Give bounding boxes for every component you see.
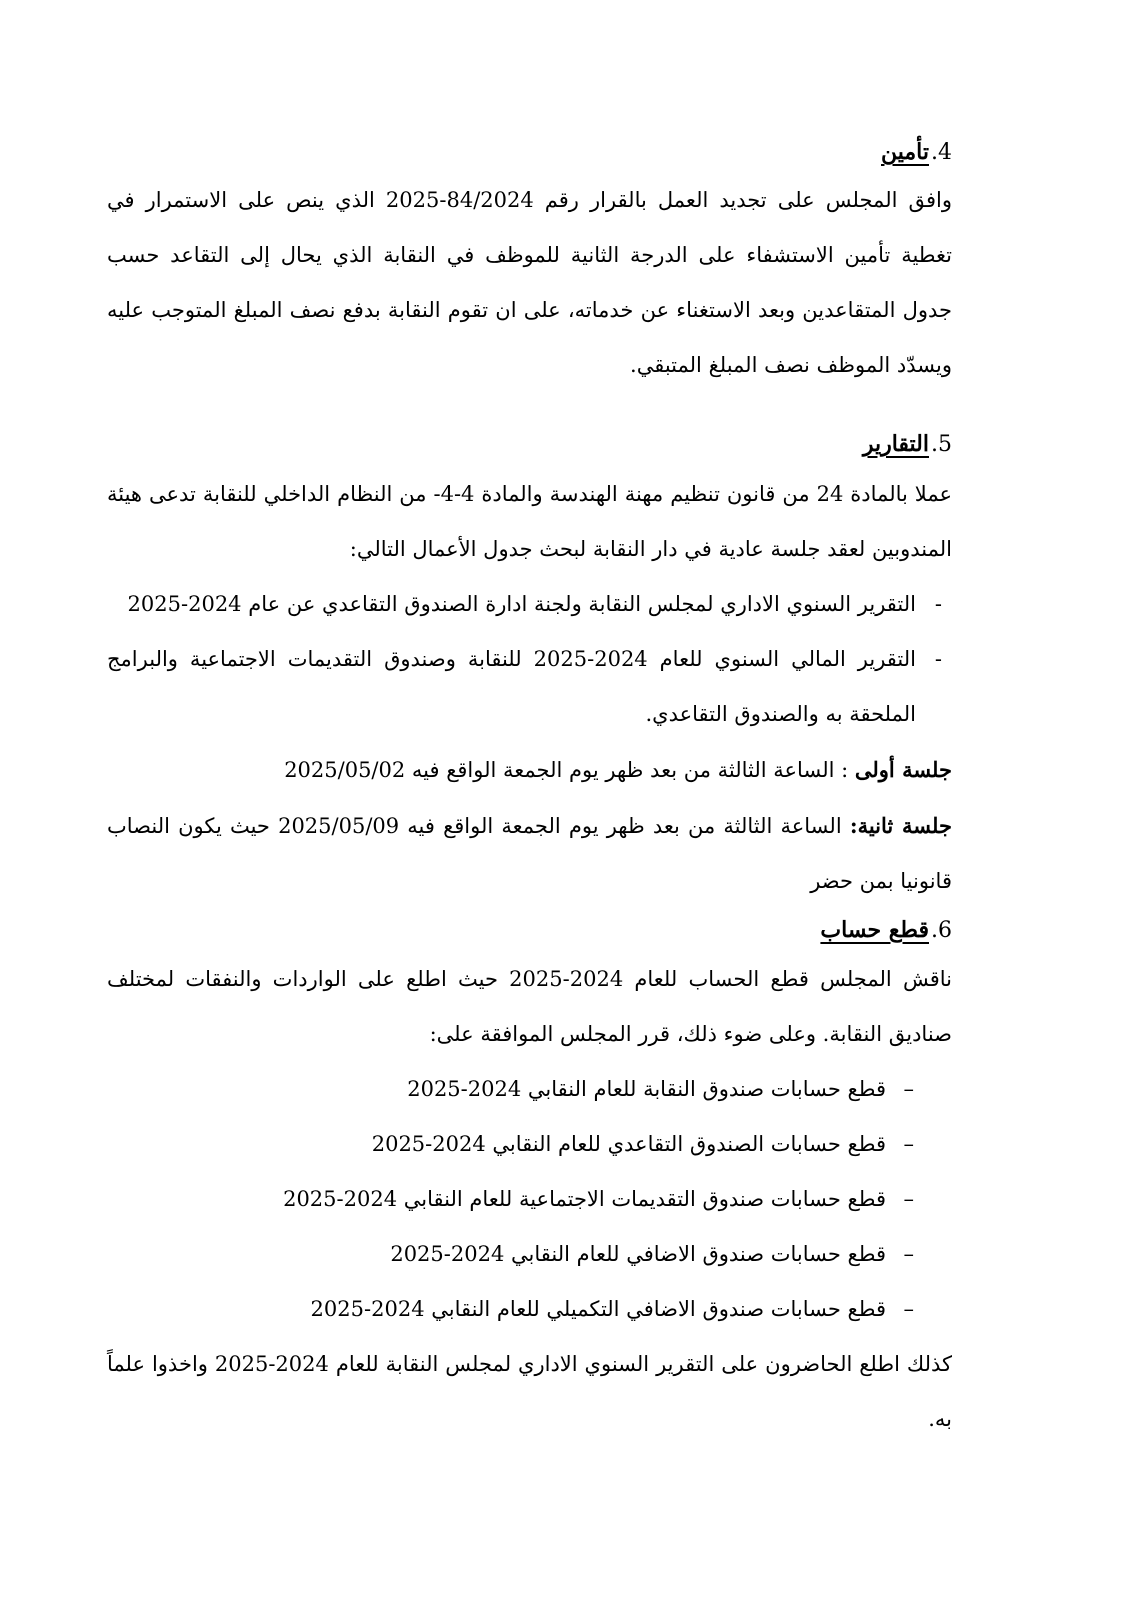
session-1-line: [107, 742, 952, 798]
session-2-text: الساعة الثالثة من بعد ظهر يوم الجمعة الواقع فيه 2025/05/09 حيث يكون النصاب قانونيا بمن حضر: [107, 814, 952, 893]
section-5-body: [107, 467, 952, 909]
section-4-heading: [881, 132, 952, 173]
section-6-account-item: – قطع حسابات صندوق النقابة للعام النقابي 2024-2025: [107, 1062, 952, 1117]
section-6-account-item: – قطع حسابات صندوق التقديمات الاجتماعية للعام النقابي 2024-2025: [107, 1172, 952, 1227]
section-6-account-item: – قطع حسابات صندوق الاضافي للعام النقابي 2024-2025: [107, 1227, 952, 1282]
section-5-agenda-item: - التقرير المالي السنوي للعام 2024-2025 للنقابة وصندوق التقديمات الاجتماعية والبرامج الملحقة به والصندوق التقاعدي.: [107, 632, 952, 742]
session-1-text: : الساعة الثالثة من بعد ظهر يوم الجمعة الواقع فيه 2025/05/02: [284, 758, 849, 782]
section-5-agenda-list: [107, 577, 952, 742]
section-5-title: التقارير: [862, 431, 929, 457]
section-4-number: 4.: [931, 140, 952, 165]
section-5-paragraph: عملا بالمادة 24 من قانون تنظيم مهنة الهندسة والمادة 4-4- من النظام الداخلي للنقابة تدعى هيئة المندوبين لعقد جلسة عادية في دار النقابة لبحث جدول الأعمال التالي:: [107, 482, 953, 561]
section-6-number: 6.: [931, 918, 952, 943]
section-6-closing: كذلك اطلع الحاضرون على التقرير السنوي الاداري لمجلس النقابة للعام 2024-2025 واخذوا علماً به.: [107, 1352, 952, 1431]
section-6-title: قطع حساب: [820, 917, 929, 943]
section-4-title: تأمين: [881, 139, 929, 165]
section-5-number: 5.: [931, 432, 952, 457]
session-2-label: جلسة ثانية:: [849, 813, 952, 838]
section-6-accounts-list: [107, 1062, 952, 1337]
section-6-paragraph: ناقش المجلس قطع الحساب للعام 2024-2025 حيث اطلع على الواردات والنفقات لمختلف صناديق النقابة. وعلى ضوء ذلك، قرر المجلس الموافقة على:: [107, 967, 952, 1046]
section-5-agenda-item: - التقرير السنوي الاداري لمجلس النقابة ولجنة ادارة الصندوق التقاعدي عن عام 2024-2025: [107, 577, 952, 632]
section-4-body: [107, 173, 952, 393]
session-1-label: جلسة أولى: [854, 757, 952, 782]
section-6-body: [107, 952, 952, 1447]
session-2-line: [107, 798, 952, 909]
section-6-account-item: – قطع حسابات الصندوق التقاعدي للعام النقابي 2024-2025: [107, 1117, 952, 1172]
section-4-paragraph: وافق المجلس على تجديد العمل بالقرار رقم 84/2024-2025 الذي ينص على الاستمرار في تغطية تأمين الاستشفاء على الدرجة الثانية للموظف في النقابة الذي يحال إلى التقاعد حسب جدول المتقاعدين وبعد الاستغناء عن خدماته، على ان تقوم النقابة بدفع نصف المبلغ المتوجب عليه ويسدّد الموظف نصف المبلغ المتبقي.: [107, 188, 953, 377]
section-6-account-item: – قطع حسابات صندوق الاضافي التكميلي للعام النقابي 2024-2025: [107, 1282, 952, 1337]
section-6-heading: [820, 910, 952, 951]
section-5-heading: [863, 424, 952, 465]
